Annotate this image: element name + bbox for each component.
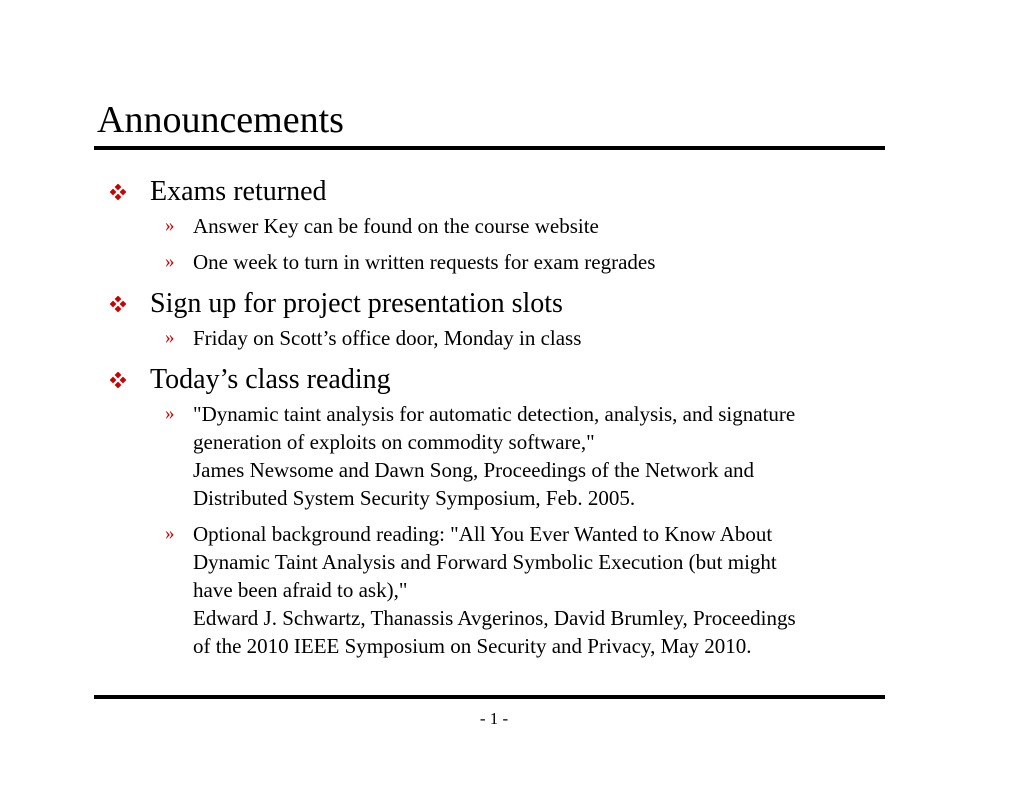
diamond-four-icon [110,372,126,388]
diamond-four-icon [110,184,126,200]
sub-item-line: Edward J. Schwartz, Thanassis Avgerinos, David Brumley, Proceedings [193,606,796,630]
page-number: - 1 - [479,709,509,728]
bullet-text: Sign up for project presentation slots [150,288,563,319]
diamond-four-icon [110,296,126,312]
sub-item [110,248,880,276]
sub-marker: » [165,403,175,424]
bullet-item [110,284,880,324]
sub-item [110,400,880,512]
sub-item-line: Distributed System Security Symposium, Feb. 2005. [193,486,636,510]
footer-divider [94,695,885,699]
sub-item [110,212,880,240]
slide-title: Announcements [97,99,344,141]
slide-content [110,172,880,668]
sub-marker: » [165,327,175,348]
sub-marker: » [165,251,175,272]
sub-item [110,324,880,352]
bullet-item [110,360,880,400]
sub-item-line: have been afraid to ask)," [193,578,408,602]
sub-item-line: "Dynamic taint analysis for automatic detection, analysis, and signature [193,402,796,426]
sub-item-line: Friday on Scott’s office door, Monday in class [193,326,582,350]
sub-item-line: James Newsome and Dawn Song, Proceedings of the Network and [193,458,755,482]
sub-marker: » [165,523,175,544]
sub-list [110,324,880,352]
sub-marker: » [165,215,175,236]
sub-item-line: of the 2010 IEEE Symposium on Security and Privacy, May 2010. [193,634,752,658]
sub-list [110,400,880,660]
sub-list [110,212,880,276]
bullet-text: Today’s class reading [150,364,391,395]
sub-item-line: One week to turn in written requests for exam regrades [193,250,656,274]
sub-item-line: Dynamic Taint Analysis and Forward Symbolic Execution (but might [193,550,777,574]
bullet-text: Exams returned [150,176,327,207]
sub-item [110,520,880,660]
bullet-item [110,172,880,212]
sub-item-line: generation of exploits on commodity software," [193,430,595,454]
title-divider [94,146,885,150]
sub-item-line: Answer Key can be found on the course website [193,214,599,238]
sub-item-line: Optional background reading: "All You Ever Wanted to Know About [193,522,773,546]
